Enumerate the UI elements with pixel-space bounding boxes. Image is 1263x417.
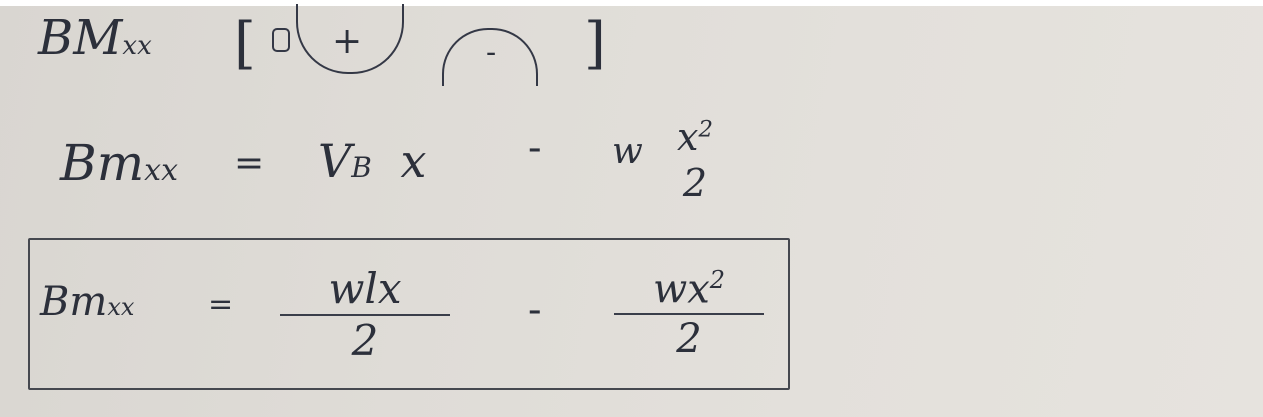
wx2-fraction [614,266,764,363]
bm-label-3 [40,279,135,325]
load-w: w [612,131,643,172]
bm-text-2: Bm [60,134,145,192]
pivot-mark-icon [272,28,290,52]
minus-sign-3: - [528,287,542,333]
reaction-term [318,134,427,188]
positive-sign: + [332,21,363,62]
bm-text: BM [38,10,123,66]
wx-text: wx [652,266,710,313]
reaction-v: V [318,134,352,188]
bm-label [38,10,152,66]
minus-sign-2: - [528,125,542,171]
fraction-denominator: 2 [682,161,708,205]
x-var: x [677,115,699,159]
exponent-3: 2 [709,266,726,294]
bm-subscript-2: xx [144,153,178,188]
bm-label-2 [60,134,178,192]
wl-fraction [280,264,450,365]
wl-numerator: wlx [328,264,402,313]
close-bracket: ] [584,11,606,76]
wl-denominator: 2 [351,316,379,365]
open-bracket: [ [234,11,256,76]
wx2-numerator [614,266,764,313]
distance-x: x [400,134,427,188]
reaction-subscript: B [351,151,372,184]
exponent: 2 [698,116,713,143]
equals-sign-2: = [234,143,265,184]
bm-subscript-3: xx [107,293,135,321]
negative-sign: - [486,35,497,70]
bm-subscript: xx [122,31,152,61]
equals-sign-3: = [208,287,234,322]
fraction-numerator [664,115,726,159]
load-fraction [664,115,726,205]
bm-text-3: Bm [40,279,108,325]
top-margin [0,0,1263,6]
wx2-denominator: 2 [676,316,702,363]
fraction-bar-2 [614,313,764,315]
